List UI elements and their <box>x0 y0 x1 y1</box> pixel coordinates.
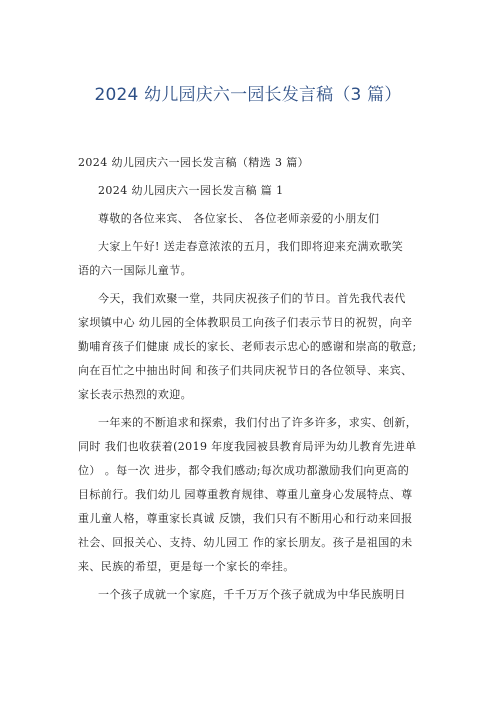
body-line: 语的六一国际儿童节。 <box>78 264 192 277</box>
body-line: 位） 。每一次 进步，都令我们感动;每次成功都激励我们向更高的 <box>78 464 410 477</box>
body-line: 同时 我们也收获着(2019 年度我园被县教育局评为幼儿教育先进单 <box>78 440 417 453</box>
body-line: 社会、回报关心、支持、幼儿园工 作的家长朋友。孩子是祖国的未 <box>78 536 413 549</box>
body-line: 一个孩子成就一个家庭，千千万万个孩子就成为中华民族明日 <box>98 588 406 601</box>
body-line: 家坝镇中心 幼儿园的全体教职员工向孩子们表示节日的祝贺，向辛 <box>78 316 413 329</box>
body-line: 今天，我们欢聚一堂，共同庆祝孩子们的节日。首先我代表代 <box>98 292 406 305</box>
document-subtitle: 2024 幼儿园庆六一园长发言稿（精选 3 篇） <box>78 156 310 169</box>
document-title: 2024 幼儿园庆六一园长发言稿（3 篇） <box>94 85 402 105</box>
body-line: 目标前行。我们幼儿 园尊重教育规律、尊重儿童身心发展特点、尊 <box>78 488 413 501</box>
body-line: 重儿童人格，尊重家长真诚 反馈，我们只有不断用心和行动来回报 <box>78 512 413 525</box>
body-line: 勤哺育孩子们健康 成长的家长、老师表示忠心的感谢和崇高的敬意; <box>78 340 417 353</box>
body-line: 一年来的不断追求和探索，我们付出了许多许多，求实、创新， <box>98 416 418 429</box>
body-line: 向在百忙之中抽出时间 和孩子们共同庆祝节日的各位领导、来宾、 <box>78 364 413 377</box>
body-line: 家长表示热烈的欢迎。 <box>78 388 192 401</box>
body-line: 来、民族的希望，更是每一个家长的牵挂。 <box>78 560 295 573</box>
body-line: 大家上午好! 送走春意浓浓的五月，我们即将迎来充满欢歌笑 <box>98 240 404 253</box>
body-line: 尊敬的各位来宾、 各位家长、 各位老师亲爱的小朋友们 <box>98 212 380 225</box>
section-heading: 2024 幼儿园庆六一园长发言稿 篇 1 <box>98 184 284 197</box>
